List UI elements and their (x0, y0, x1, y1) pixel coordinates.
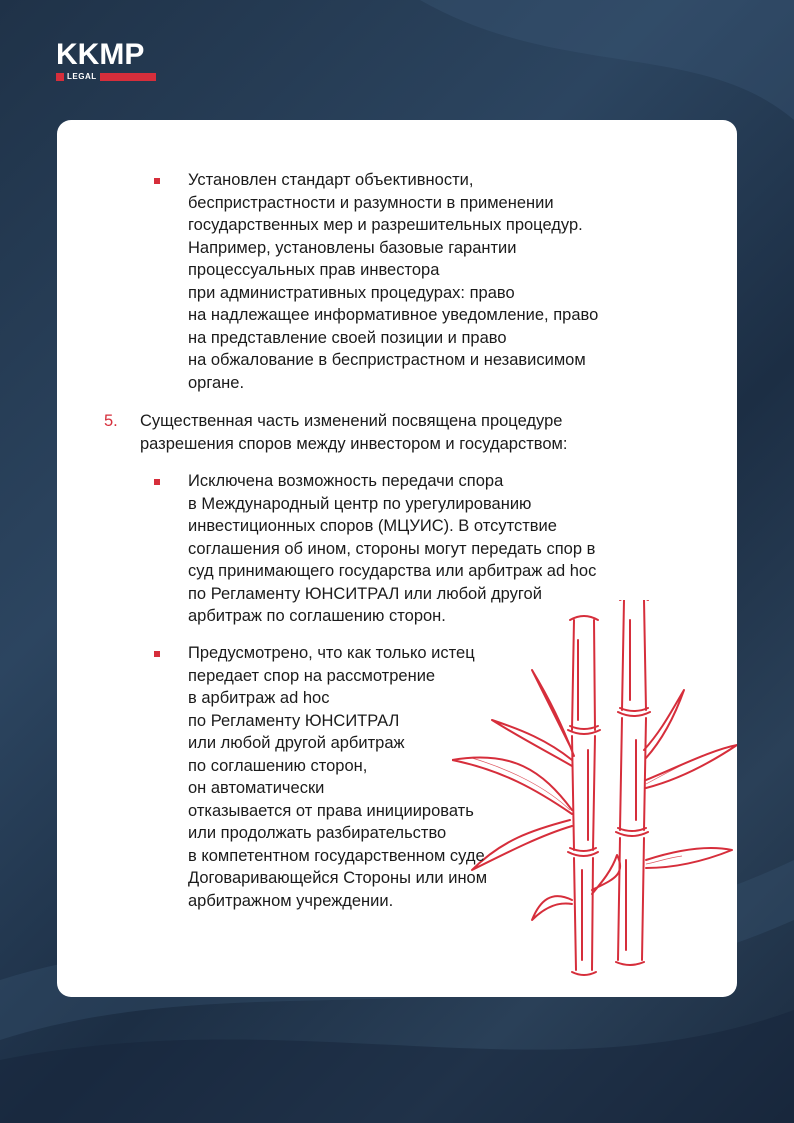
logo-bar-line (100, 73, 156, 81)
logo-underline (56, 73, 156, 83)
list-number: 5. (104, 412, 118, 430)
bullet-2-text: Исключена возможность передачи спора в Международный центр по урегулированию инвестиционных споров (МЦУИС). В отсутствие соглашения об ином, стороны могут передать спор в суд принимающего государства или арбитраж ad hoc по Регламенту ЮНСИТРАЛ или любой другой арбитраж по соглашению сторон. (188, 472, 597, 625)
content-card (57, 120, 737, 997)
bullet-marker (154, 178, 160, 184)
bamboo-illustration (452, 600, 737, 997)
logo-sub: LEGAL (67, 72, 97, 81)
brand-logo (56, 40, 156, 83)
bullet-3-text: Предусмотрено, что как только истец передает спор на рассмотрение в арбитраж ad hoc по Регламенту ЮНСИТРАЛ или любой другой арбитраж по соглашению сторон, он автоматически отказывается от права инициировать или продолжать разбирательство в компетентном государственном суде Договаривающейся Стороны или ином арбитражном учреждении. (188, 644, 488, 910)
logo-wordmark: KKMP (56, 38, 145, 71)
bullet-marker (154, 479, 160, 485)
bullet-1-text: Установлен стандарт объективности, беспристрастности и разумности в применении государственных мер и разрешительных процедур. Например, установлены базовые гарантии процессуальных прав инвестора при административных процедурах: право на надлежащее информативное уведомление, право на представление своей позиции и право на обжалование в беспристрастном и независимом органе. (188, 171, 599, 392)
item-5-text: Существенная часть изменений посвящена процедуре разрешения споров между инвестором и государством: (140, 412, 568, 453)
logo-square (56, 73, 64, 81)
bullet-marker (154, 651, 160, 657)
